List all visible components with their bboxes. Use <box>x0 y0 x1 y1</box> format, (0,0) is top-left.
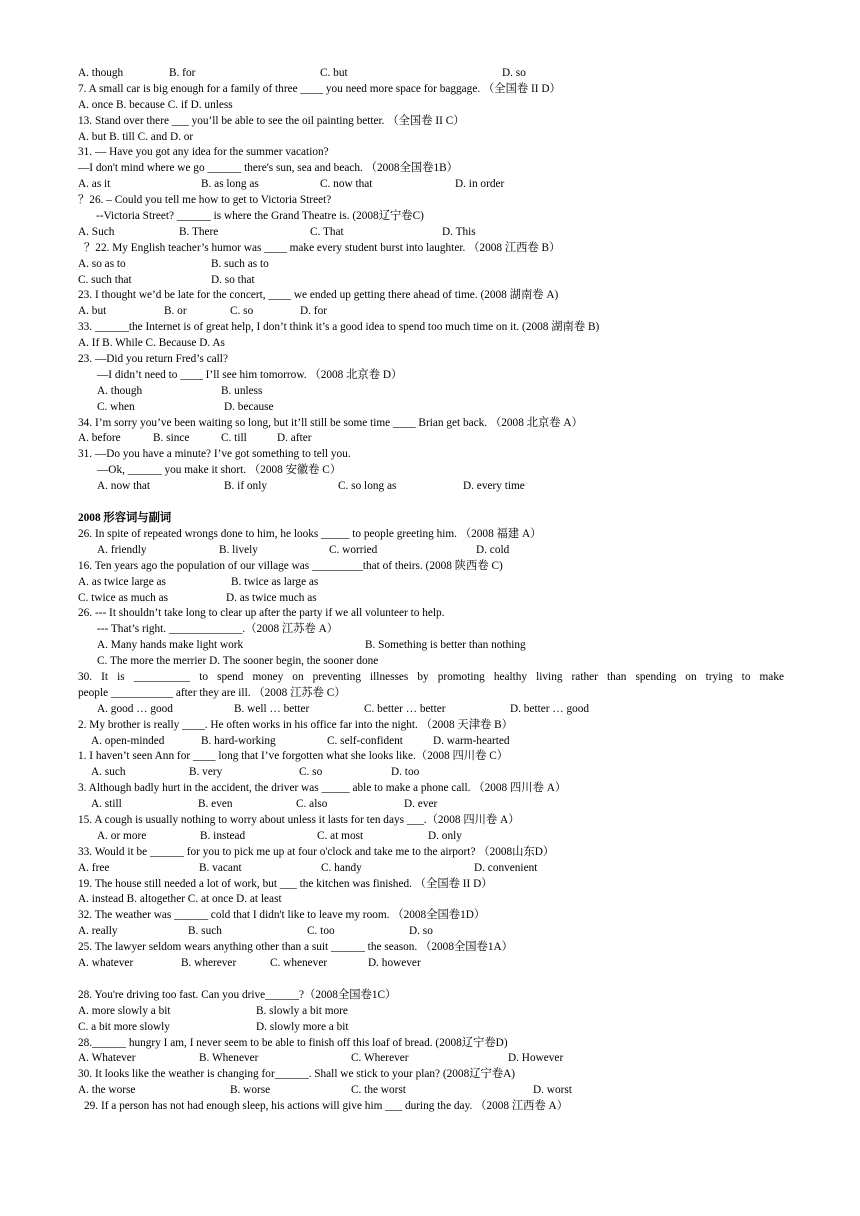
text-line <box>78 734 784 750</box>
option-text: B. Something is better than nothing <box>365 639 526 652</box>
option-text: B. for <box>169 67 196 79</box>
option-text: D. however <box>368 956 421 969</box>
option-text: D. convenient <box>474 861 538 874</box>
option-text: B. slowly a bit more <box>256 1004 348 1017</box>
line-text: 28.______ hungry I am, I never seem to be able to finish off this loaf of bread. (2008辽宁卷D) <box>78 1036 508 1049</box>
text-line <box>78 638 784 654</box>
option-text: A. or more <box>97 829 147 842</box>
text-line <box>78 304 784 320</box>
option-text: A. as twice large as <box>78 575 166 588</box>
option-text: C. when <box>97 400 135 413</box>
text-line <box>78 702 784 718</box>
line-text: ？22. My English teacher’s humor was ____ make every student burst into laughter. （2008 江西卷 B） <box>84 241 561 254</box>
text-line <box>78 988 784 1004</box>
text-line <box>78 98 784 114</box>
text-line <box>78 797 784 813</box>
option-text: C. now that <box>320 178 373 191</box>
line-text: C. The more the merrier D. The sooner begin, the sooner done <box>97 655 379 668</box>
option-text: C. self-confident <box>327 734 403 747</box>
option-text: A. still <box>91 798 122 811</box>
option-text: B. wherever <box>181 956 237 969</box>
option-text: A. Many hands make light work <box>97 639 244 652</box>
text-line <box>78 1004 784 1020</box>
option-text: C. twice as much as <box>78 591 169 604</box>
text-line <box>78 845 784 861</box>
text-line <box>78 479 784 495</box>
text-line <box>78 559 784 575</box>
text-line <box>78 924 784 940</box>
option-text: D. ever <box>404 798 438 811</box>
text-line <box>78 463 784 479</box>
option-text: B. instead <box>200 829 246 842</box>
line-text: 19. The house still needed a lot of work, but ___ the kitchen was finished. （全国卷 II D） <box>78 877 493 890</box>
option-text: B. There <box>179 225 219 238</box>
text-line <box>78 368 784 384</box>
text-line <box>78 400 784 416</box>
line-text: 28. You're driving too fast. Can you drive______?（2008全国卷1C） <box>78 988 397 1001</box>
text-line <box>78 320 784 336</box>
option-text: B. hard-working <box>201 734 276 747</box>
text-line <box>78 829 784 845</box>
option-text: B. vacant <box>199 861 242 874</box>
option-text: B. as long as <box>201 178 259 191</box>
text-line <box>78 352 784 368</box>
option-text: A. but <box>78 305 107 318</box>
exam-page <box>78 66 784 1115</box>
text-line <box>78 861 784 877</box>
option-text: A. good … good <box>97 702 173 715</box>
blank-line <box>78 972 784 988</box>
option-text: A. so as to <box>78 257 126 270</box>
option-text: D. because <box>224 400 274 413</box>
line-text: 25. The lawyer seldom wears anything other than a suit ______ the season. （2008全国卷1A） <box>78 941 513 954</box>
line-text: --Victoria Street? ______ is where the Grand Theatre is. (2008辽宁卷C) <box>96 210 424 223</box>
option-text: B. twice as large as <box>231 575 319 588</box>
text-line <box>78 225 784 241</box>
option-text: A. really <box>78 925 118 938</box>
line-text: 30. It is __________ to spend money on preventing illnesses by promoting healthy living rather than spending on trying to make <box>78 670 784 683</box>
text-line <box>78 336 784 352</box>
option-text: C. so <box>299 766 323 779</box>
line-text: 34. I’m sorry you’ve been waiting so long, but it’ll still be some time ____ Brian get back. （2008 北京卷 A） <box>78 416 583 429</box>
option-text: D. for <box>300 305 327 318</box>
option-text: A. now that <box>97 480 151 493</box>
option-text: D. This <box>442 225 476 238</box>
text-line <box>78 877 784 893</box>
option-text: D. after <box>277 432 312 445</box>
line-text: 2008 形容词与副词 <box>78 512 172 525</box>
option-text: A. friendly <box>97 543 147 556</box>
text-line <box>78 1067 784 1083</box>
option-text: B. well … better <box>234 702 310 715</box>
text-line <box>78 241 784 257</box>
text-line <box>78 193 784 209</box>
line-text: 32. The weather was ______ cold that I didn't like to leave my room. （2008全国卷1D） <box>78 909 486 922</box>
option-text: B. such as to <box>211 257 269 270</box>
line-text: 29. If a person has not had enough sleep, his actions will give him ___ during the day. （2008 江西卷 A） <box>84 1100 569 1113</box>
line-text: 23. I thought we’d be late for the concert, ____ we ended up getting there ahead of time. (2008 湖南卷 A) <box>78 289 559 302</box>
text-line <box>78 1051 784 1067</box>
option-text: D. slowly more a bit <box>256 1020 349 1033</box>
blank-line <box>78 495 784 511</box>
line-text: 13. Stand over there ___ you’ll be able to see the oil painting better. （全国卷 II C） <box>78 114 465 127</box>
text-line <box>78 161 784 177</box>
option-text: C. better … better <box>364 702 446 715</box>
option-text: C. whenever <box>270 956 328 969</box>
option-text: B. if only <box>224 480 267 493</box>
text-line <box>78 447 784 463</box>
text-line <box>78 654 784 670</box>
option-text: D. worst <box>533 1084 572 1097</box>
option-text: D. warm-hearted <box>433 734 510 747</box>
text-line <box>78 416 784 432</box>
option-text: D. only <box>428 829 462 842</box>
text-line <box>78 431 784 447</box>
option-text: C. too <box>307 925 335 938</box>
text-line <box>78 940 784 956</box>
option-text: D. every time <box>463 480 525 493</box>
option-text: A. free <box>78 861 110 874</box>
option-text: C. but <box>320 67 348 79</box>
text-line <box>78 813 784 829</box>
option-text: D. so <box>502 67 526 79</box>
option-text: B. since <box>153 432 190 445</box>
line-text: 31. — Have you got any idea for the summer vacation? <box>78 146 329 159</box>
line-text: A. once B. because C. if D. unless <box>78 98 233 111</box>
text-line <box>78 82 784 98</box>
text-line <box>78 511 784 527</box>
text-line <box>78 273 784 289</box>
text-line <box>78 956 784 972</box>
line-text: 33. Would it be ______ for you to pick me up at four o'clock and take me to the airport? （2008山东D） <box>78 845 555 858</box>
option-text: B. such <box>188 925 222 938</box>
line-text: --- That’s right. _____________.（2008 江苏卷 A） <box>97 623 339 636</box>
option-text: A. Whatever <box>78 1052 136 1065</box>
option-text: B. or <box>164 305 187 318</box>
option-text: C. such that <box>78 273 132 286</box>
line-text: 23. —Did you return Fred’s call? <box>78 353 228 366</box>
option-text: A. whatever <box>78 956 134 969</box>
option-text: C. till <box>221 432 247 445</box>
line-text: —Ok, ______ you make it short. （2008 安徽卷 C） <box>97 464 342 477</box>
text-line <box>78 257 784 273</box>
option-text: D. so <box>409 925 433 938</box>
line-text: 26. --- It shouldn’t take long to clear up after the party if we all volunteer to help. <box>78 607 445 620</box>
line-text: 33. ______the Internet is of great help, I don’t think it’s a good idea to spend too much time on it. (2008 湖南卷 B) <box>78 321 600 334</box>
line-text: 30. It looks like the weather is changing for______. Shall we stick to your plan? (2008辽宁卷A) <box>78 1068 516 1081</box>
text-line <box>78 177 784 193</box>
option-text: D. as twice much as <box>226 591 317 604</box>
line-text: 26. In spite of repeated wrongs done to him, he looks _____ to people greeting him. （2008 福建 A） <box>78 527 542 540</box>
line-text: 3. Although badly hurt in the accident, the driver was _____ able to make a phone call. （2008 四川卷 A） <box>78 782 567 795</box>
option-text: C. at most <box>317 829 364 842</box>
line-text: A. instead B. altogether C. at once D. at least <box>78 893 282 906</box>
line-text: ？26. – Could you tell me how to get to Victoria Street? <box>78 194 332 207</box>
option-text: A. as it <box>78 178 111 191</box>
option-text: C. also <box>296 798 328 811</box>
line-text: 2. My brother is really ____. He often works in his office far into the night. （2008 天津卷 B） <box>78 718 513 731</box>
line-text: —I didn’t need to ____ I’ll see him tomorrow. （2008 北京卷 D） <box>97 368 403 381</box>
option-text: B. even <box>198 798 233 811</box>
text-line <box>78 606 784 622</box>
line-text: 15. A cough is usually nothing to worry about unless it lasts for ten days ___.（2008 四川卷 A） <box>78 813 520 826</box>
option-text: C. so long as <box>338 480 397 493</box>
option-text: D. too <box>391 766 420 779</box>
text-line <box>78 114 784 130</box>
text-line <box>78 288 784 304</box>
text-line <box>78 527 784 543</box>
text-line <box>78 718 784 734</box>
line-text: —I don't mind where we go ______ there's sun, sea and beach. （2008全国卷1B） <box>78 162 458 175</box>
option-text: D. in order <box>455 178 505 191</box>
option-text: D. better … good <box>510 702 590 715</box>
option-text: B. very <box>189 766 223 779</box>
option-text: B. unless <box>221 384 263 397</box>
text-line <box>78 543 784 559</box>
option-text: A. Such <box>78 225 115 238</box>
option-text: D. cold <box>476 543 510 556</box>
text-line <box>78 908 784 924</box>
option-text: A. such <box>91 766 126 779</box>
line-text: 31. —Do you have a minute? I’ve got something to tell you. <box>78 448 351 461</box>
option-text: A. though <box>97 384 143 397</box>
option-text: C. worried <box>329 543 378 556</box>
text-line <box>78 575 784 591</box>
option-text: B. worse <box>230 1084 271 1097</box>
option-text: D. so that <box>211 273 255 286</box>
text-line <box>78 130 784 146</box>
text-line <box>78 1083 784 1099</box>
text-line <box>78 1099 784 1115</box>
line-text: 1. I haven’t seen Ann for ____ long that I’ve forgotten what she looks like.（2008 四川卷 C） <box>78 750 509 763</box>
text-line <box>78 749 784 765</box>
option-text: C. a bit more slowly <box>78 1020 170 1033</box>
line-text: A. If B. While C. Because D. As <box>78 337 225 350</box>
option-text: A. before <box>78 432 121 445</box>
line-text: A. but B. till C. and D. or <box>78 130 194 143</box>
option-text: A. open-minded <box>91 734 165 747</box>
text-line <box>78 892 784 908</box>
option-text: C. so <box>230 305 254 318</box>
text-line <box>78 670 784 686</box>
text-line <box>78 591 784 607</box>
text-line <box>78 1036 784 1052</box>
text-line <box>78 765 784 781</box>
option-text: B. Whenever <box>199 1052 259 1065</box>
text-line <box>78 384 784 400</box>
text-line <box>78 66 784 82</box>
text-line <box>78 622 784 638</box>
option-text: C. Wherever <box>351 1052 409 1065</box>
option-text: A. though <box>78 67 124 79</box>
line-text: 16. Ten years ago the population of our village was _________that of theirs. (2008 陕西卷 C) <box>78 559 503 572</box>
option-text: A. more slowly a bit <box>78 1004 171 1017</box>
text-line <box>78 1020 784 1036</box>
text-line <box>78 781 784 797</box>
option-text: B. lively <box>219 543 258 556</box>
option-text: C. the worst <box>351 1084 406 1097</box>
option-text: C. handy <box>321 861 362 874</box>
text-line <box>78 145 784 161</box>
text-line <box>78 209 784 225</box>
option-text: D. However <box>508 1052 564 1065</box>
option-text: C. That <box>310 225 344 238</box>
option-text: A. the worse <box>78 1084 136 1097</box>
line-text: 7. A small car is big enough for a family of three ____ you need more space for baggage. （全国卷 II D） <box>78 82 561 95</box>
line-text: people ___________ after they are ill. （2008 江苏卷 C） <box>78 686 346 699</box>
text-line <box>78 686 784 702</box>
